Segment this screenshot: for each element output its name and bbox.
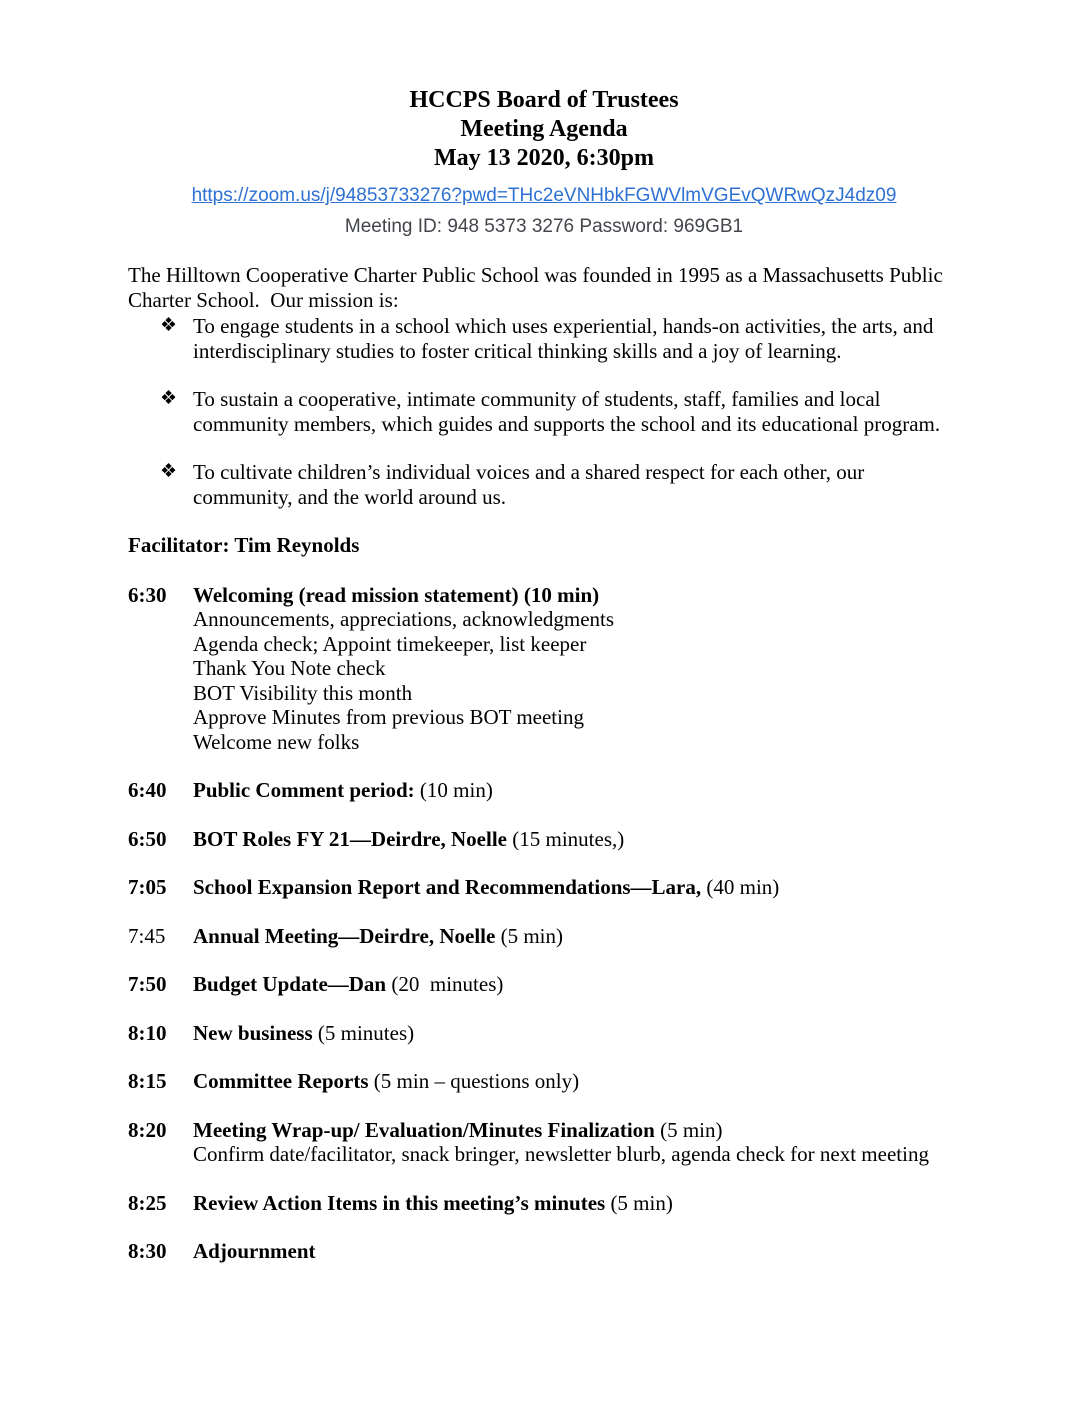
mission-bullet-text: To engage students in a school which uses experiential, hands-on activities, the arts, and interdisciplinary studies to foster critical thinking skills and a joy of learning.	[193, 314, 934, 363]
agenda-time: 8:15	[128, 1069, 167, 1093]
zoom-link-line	[128, 185, 960, 207]
title-datetime: May 13 2020, 6:30pm	[434, 145, 654, 171]
agenda-time: 6:50	[128, 826, 167, 851]
agenda-duration: (5 minutes)	[312, 1020, 415, 1045]
diamond-bullet-icon: ❖	[160, 388, 178, 409]
agenda-subline: Thank You Note check	[193, 656, 386, 680]
agenda-item-public-comment	[128, 778, 960, 803]
document-header	[128, 86, 960, 238]
agenda-item-welcoming	[128, 583, 960, 755]
agenda-time: 7:05	[128, 875, 167, 899]
agenda-duration: (40 min)	[701, 875, 780, 899]
mission-bullet-3	[128, 460, 960, 509]
agenda-title: Adjournment	[193, 1239, 316, 1263]
mission-intro: The Hilltown Cooperative Charter Public School was founded in 1995 as a Massachusetts Public Charter School. Our mission is:	[128, 263, 949, 312]
agenda-time: 6:30	[128, 582, 167, 607]
agenda-subline: BOT Visibility this month	[193, 680, 413, 705]
agenda-item-bot-roles	[128, 827, 960, 852]
agenda-time: 8:10	[128, 1020, 167, 1045]
agenda-duration: (5 min)	[654, 1117, 723, 1142]
agenda-item-budget-update	[128, 972, 960, 997]
agenda-time: 7:45	[128, 923, 166, 948]
agenda-title: Budget Update—Dan	[193, 972, 387, 996]
mission-bullet-text: To cultivate children’s individual voices and a shared respect for each other, our community, and the world around us.	[193, 460, 865, 509]
facilitator-line: Facilitator: Tim Reynolds	[128, 533, 360, 557]
agenda-duration: (20 minutes)	[386, 972, 504, 996]
title-org: HCCPS Board of Trustees	[409, 87, 679, 113]
page-title	[128, 86, 960, 173]
agenda-time: 7:50	[128, 972, 167, 996]
agenda-subline: Welcome new folks	[193, 729, 360, 754]
agenda-duration: (10 min)	[414, 778, 493, 802]
agenda-item-wrap-up	[128, 1118, 960, 1167]
diamond-bullet-icon: ❖	[160, 461, 178, 482]
agenda-title: School Expansion Report and Recommendations—Lara,	[193, 875, 702, 899]
agenda-title: Meeting Wrap-up/ Evaluation/Minutes Finalization	[193, 1117, 655, 1142]
agenda-time: 8:25	[128, 1190, 167, 1215]
diamond-bullet-icon: ❖	[160, 315, 178, 336]
agenda-title: Public Comment period:	[193, 778, 415, 802]
agenda-title: Committee Reports	[193, 1069, 369, 1093]
agenda-subline: Agenda check; Appoint timekeeper, list keeper	[193, 631, 587, 656]
agenda-duration: (5 min)	[605, 1190, 673, 1215]
mission-bullet-1	[128, 314, 960, 363]
agenda-subline: Approve Minutes from previous BOT meeting	[193, 705, 584, 729]
agenda-time: 8:20	[128, 1117, 167, 1142]
agenda-duration: (5 min)	[495, 923, 563, 948]
agenda-item-adjournment	[128, 1239, 960, 1264]
mission-bullet-2	[128, 387, 960, 436]
agenda-item-annual-meeting	[128, 924, 960, 949]
agenda-item-school-expansion	[128, 875, 960, 900]
meeting-id-password: Meeting ID: 948 5373 3276 Password: 969GB1	[344, 216, 744, 237]
agenda-item-review-action-items	[128, 1191, 960, 1216]
agenda-title: Review Action Items in this meeting’s minutes	[193, 1190, 606, 1215]
agenda-subline: Announcements, appreciations, acknowledgments	[193, 607, 615, 631]
agenda-section	[128, 583, 960, 1264]
agenda-title: Annual Meeting—Deirdre, Noelle	[193, 923, 496, 948]
agenda-subline: Confirm date/facilitator, snack bringer, newsletter blurb, agenda check for next meeting	[193, 1142, 929, 1166]
zoom-meeting-link[interactable]: https://zoom.us/j/94853733276?pwd=THc2eVNHbkFGWVlmVGEvQWRwQzJ4dz09	[191, 185, 897, 206]
agenda-time: 8:30	[128, 1239, 167, 1263]
agenda-item-new-business	[128, 1021, 960, 1046]
agenda-duration: (5 min – questions only)	[368, 1069, 580, 1093]
mission-section	[128, 263, 960, 509]
agenda-item-committee-reports	[128, 1069, 960, 1094]
title-doc-type: Meeting Agenda	[460, 116, 628, 142]
agenda-duration: (15 minutes,)	[507, 826, 625, 851]
agenda-time: 6:40	[128, 778, 167, 802]
agenda-title: BOT Roles FY 21—Deirdre, Noelle	[193, 826, 507, 851]
agenda-title: Welcoming (read mission statement) (10 min)	[193, 582, 600, 607]
agenda-title: New business	[193, 1020, 313, 1045]
mission-bullet-text: To sustain a cooperative, intimate community of students, staff, families and local community members, which guides and supports the school and its educational program.	[193, 387, 941, 436]
